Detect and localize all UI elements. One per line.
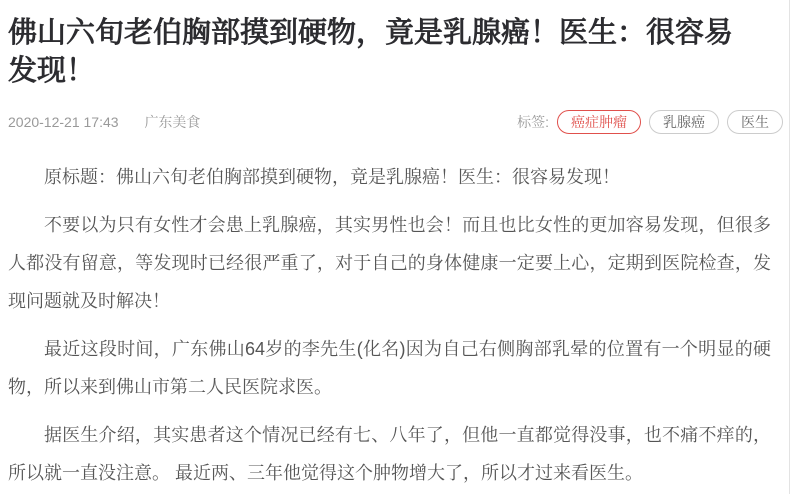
paragraph-intro: 不要以为只有女性才会患上乳腺癌，其实男性也会！而且也比女性的更加容易发现，但很多人都没有留意，等发现时已经很严重了，对于自己的身体健康一定要上心，定期到医院检查，发现问题就及时解决！ [8,215,771,311]
tags-label: 标签: [517,114,549,130]
source-name[interactable]: 广东美食 [144,114,201,130]
scrollbar-track[interactable] [789,0,790,494]
paragraph-case: 最近这段时间，广东佛山64岁的李先生(化名)因为自己右侧胸部乳晕的位置有一个明显的硬物，所以来到佛山市第二人民医院求医。 [8,339,771,397]
tag-breast-cancer[interactable]: 乳腺癌 [649,110,719,134]
publish-date: 2020-12-21 17:43 [8,114,119,130]
paragraph-doctor-intro: 据医生介绍，其实患者这个情况已经有七、八年了，但他一直都觉得没事，也不痛不痒的，所以就一直没注意。 最近两、三年他觉得这个肿物增大了，所以才过来看医生。 [8,425,771,483]
paragraph-original-title: 原标题：佛山六旬老伯胸部摸到硬物，竟是乳腺癌！医生：很容易发现！ [44,167,620,187]
article-body [8,158,771,492]
tag-doctor[interactable]: 医生 [727,110,783,134]
article-title: 佛山六旬老伯胸部摸到硬物，竟是乳腺癌！医生：很容易发现！ [8,17,734,87]
article-meta [8,112,200,132]
tag-list [517,110,783,134]
tag-cancer-tumor[interactable]: 癌症肿瘤 [557,110,641,134]
meta-row [8,110,783,134]
